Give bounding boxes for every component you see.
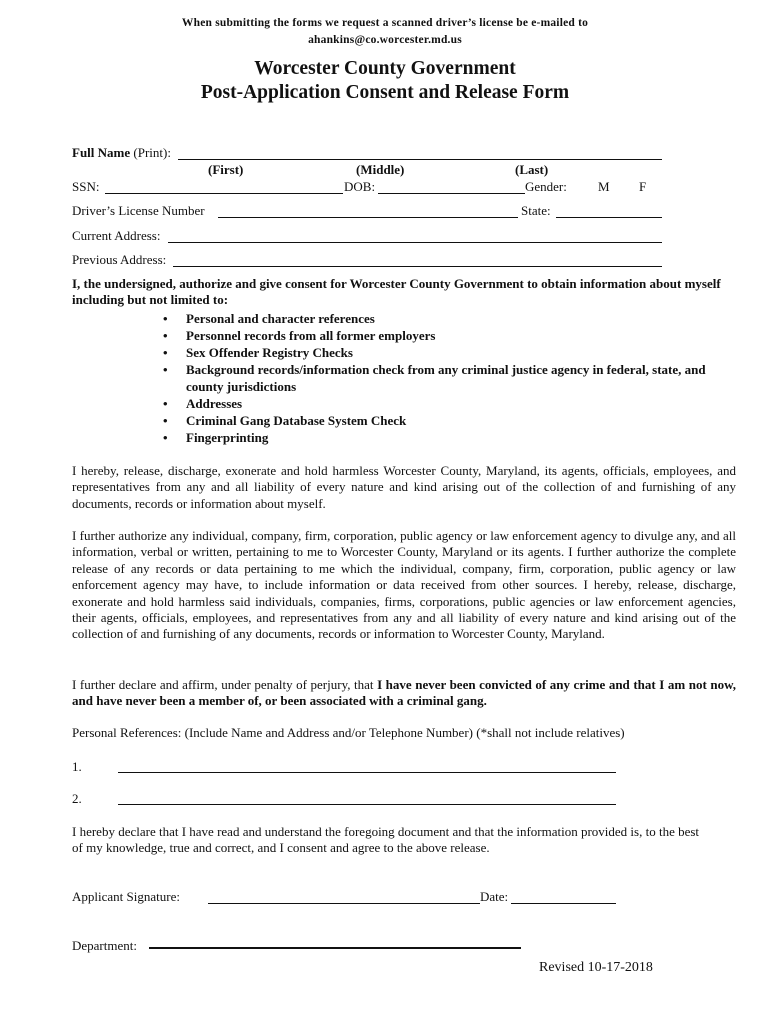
authorization-paragraph: I further authorize any individual, company, firm, corporation, public agency or law enforcement agency to divulge any, and all information, verbal or written, pertaining to me to Worcester County, Maryland or its agents. I further authorize the complete release of any records or data pertaining to me which the individual, company, firm, corporation, public agency or law enforcement agency may have, to include information or data received from other sources. I hereby, release, discharge, exonerate and hold harmless said individuals, companies, firms, corporations, public agencies or law enforcement agencies, their agents, officials, employees, and representatives from any and all liability of every nature and kind arising out of the collection of and furnishing of any documents, records or information to Worcester County, Maryland.	[72, 528, 736, 642]
department-field[interactable]	[149, 947, 521, 949]
bullet-icon: •	[163, 362, 168, 377]
gender-label: Gender:	[525, 179, 567, 194]
ssn-label: SSN:	[72, 179, 100, 194]
dob-field[interactable]	[378, 193, 525, 194]
first-name-caption: (First)	[208, 162, 244, 177]
page-title: Worcester County Government	[254, 58, 516, 79]
declaration-paragraph: I further declare and affirm, under penalty of perjury, that I have never been convicted of any crime and that I am not now, and have never been a member of, or been associated with a criminal gang.	[72, 677, 736, 709]
email-notice-line1: When submitting the forms we request a scanned driver’s license be e-mailed to	[181, 17, 589, 29]
current-address-field[interactable]	[168, 242, 662, 243]
consent-intro: I, the undersigned, authorize and give consent for Worcester County Government to obtain information about myself including but not limited to:	[72, 276, 721, 308]
bullet-icon: •	[163, 345, 168, 360]
release-paragraph: I hereby, release, discharge, exonerate and hold harmless Worcester County, Maryland, its agents, officials, employees, and representatives from any and all liability of every nature and kind arising out of the collection of and furnishing of any documents, records or information about myself.	[72, 463, 736, 511]
page-subtitle: Post-Application Consent and Release Form	[200, 82, 570, 103]
full-name-label: Full Name (Print):	[72, 145, 171, 160]
license-field[interactable]	[218, 217, 518, 218]
ssn-field[interactable]	[105, 193, 343, 194]
date-field[interactable]	[511, 903, 616, 904]
previous-address-label: Previous Address:	[72, 252, 167, 267]
list-item: • Sex Offender Registry Checks	[163, 345, 353, 360]
consent-list	[160, 310, 720, 446]
references-label: Personal References: (Include Name and Address and/or Telephone Number) (*shall not include relatives)	[72, 725, 625, 740]
list-item: • Personnel records from all former employers	[163, 328, 436, 343]
department-label: Department:	[72, 938, 137, 953]
date-label: Date:	[480, 889, 509, 904]
list-item: • Fingerprinting	[163, 430, 269, 445]
revision-date: Revised 10-17-2018	[539, 960, 653, 975]
bullet-icon: •	[163, 413, 168, 428]
previous-address-field[interactable]	[173, 266, 662, 267]
reference-2-field[interactable]	[118, 804, 616, 805]
middle-name-caption: (Middle)	[356, 162, 405, 177]
bullet-icon: •	[163, 430, 168, 445]
reference-1-number: 1.	[72, 759, 82, 774]
bullet-icon: •	[163, 311, 168, 326]
bullet-icon: •	[163, 396, 168, 411]
gender-option-female[interactable]: F	[639, 179, 647, 194]
reference-2-number: 2.	[72, 791, 82, 806]
final-declaration: I hereby declare that I have read and understand the foregoing document and that the information provided is, to the best of my knowledge, true and correct, and I consent and agree to the above release.	[72, 824, 700, 856]
gender-option-male[interactable]: M	[598, 179, 610, 194]
dob-label: DOB:	[344, 179, 376, 194]
last-name-caption: (Last)	[515, 162, 549, 177]
list-item: • Criminal Gang Database System Check	[163, 413, 407, 428]
list-item: • Background records/information check from any criminal justice agency in federal, state, and county jurisdictions	[163, 362, 706, 394]
full-name-field[interactable]	[178, 159, 662, 160]
current-address-label: Current Address:	[72, 228, 161, 243]
applicant-signature-label: Applicant Signature:	[72, 889, 180, 904]
license-label: Driver’s License Number	[72, 203, 205, 218]
email-notice-address: ahankins@co.worcester.md.us	[308, 34, 462, 46]
bullet-icon: •	[163, 328, 168, 343]
list-item: • Personal and character references	[163, 311, 375, 326]
applicant-signature-field[interactable]	[208, 903, 480, 904]
reference-1-field[interactable]	[118, 772, 616, 773]
state-field[interactable]	[556, 217, 662, 218]
state-label: State:	[521, 203, 551, 218]
list-item: • Addresses	[163, 396, 243, 411]
